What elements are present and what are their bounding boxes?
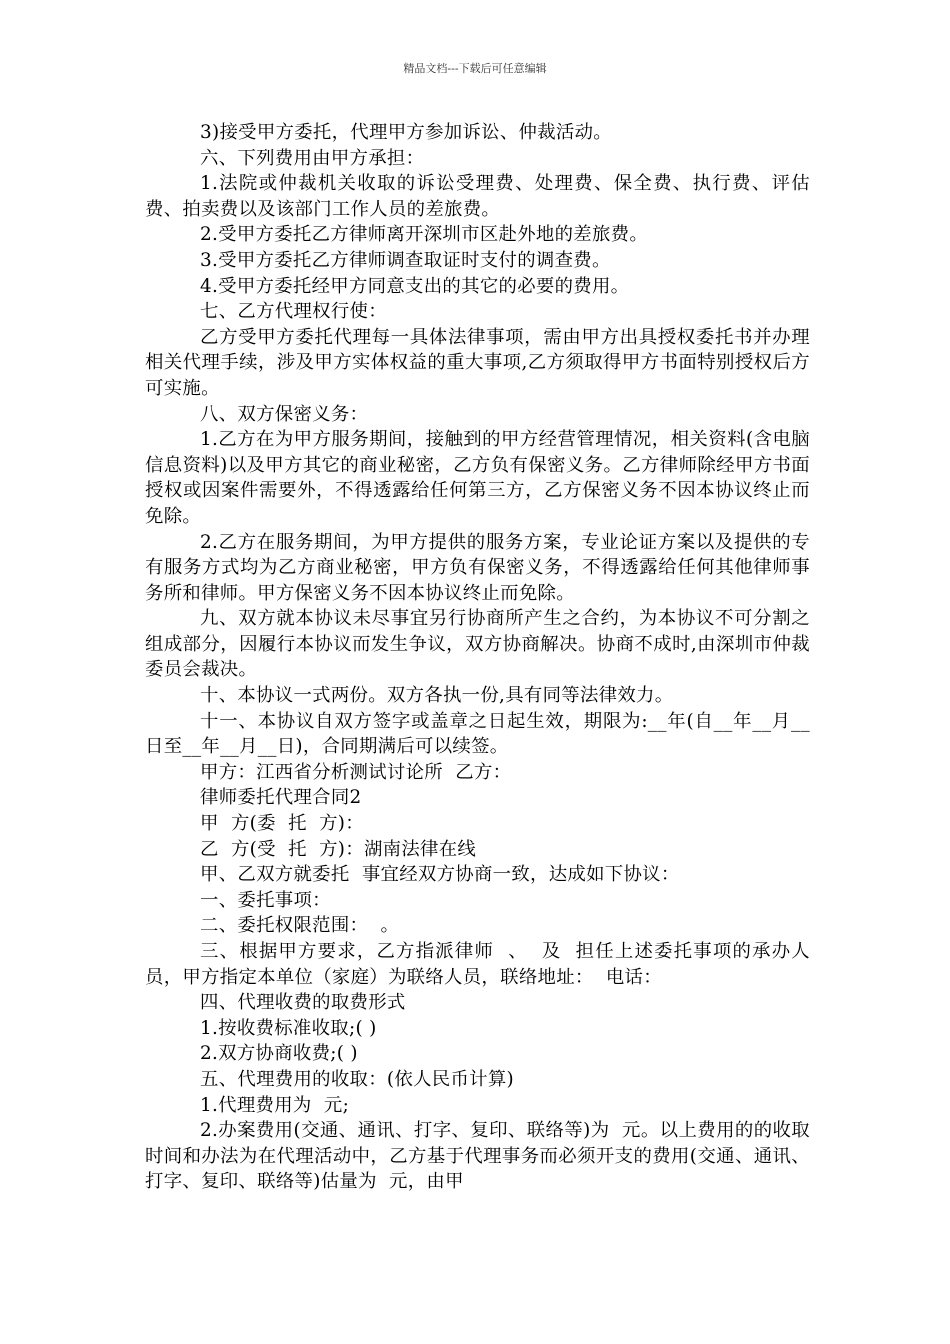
paragraph: 1.乙方在为甲方服务期间，接触到的甲方经营管理情况，相关资料(含电脑信息资料)以及甲方其它的商业秘密，乙方负有保密义务。乙方律师除经甲方书面授权或因案件需要外，不得透露给任何第三方，乙方保密义务不因本协议终止而免除。 [145, 429, 810, 527]
paragraph: 一、委托事项： [200, 889, 331, 911]
paragraph: 2.受甲方委托乙方律师离开深圳市区赴外地的差旅费。 [200, 224, 649, 246]
paragraph: 1.按收费标准收取;( ) [200, 1017, 377, 1039]
paragraph: 乙 方(受 托 方)：湖南法律在线 [200, 838, 477, 860]
paragraph: 七、乙方代理权行使： [200, 301, 387, 323]
paragraph: 1.法院或仲裁机关收取的诉讼受理费、处理费、保全费、执行费、评估费、拍卖费以及该部门工作人员的差旅费。 [145, 173, 810, 220]
paragraph: 甲、乙双方就委托 事宜经双方协商一致，达成如下协议： [200, 864, 680, 886]
paragraph: 五、代理费用的收取：(依人民币计算) [200, 1068, 514, 1090]
paragraph: 1.代理费用为 元; [200, 1094, 350, 1116]
paragraph: 六、下列费用由甲方承担： [200, 147, 425, 169]
paragraph: 甲方：江西省分析测试讨论所 乙方： [200, 761, 512, 783]
paragraph: 2.办案费用(交通、通讯、打字、复印、联络等)为 元。以上费用的的收取时间和办法为在代理活动中，乙方基于代理事务而必须开支的费用(交通、通讯、打字、复印、联络等)估量为 元，由甲 [145, 1120, 810, 1193]
paragraph: 十一、本协议自双方签字或盖章之日起生效，期限为:__年(自__年__月__日至__年__月__日)，合同期满后可以续签。 [145, 710, 810, 758]
paragraph: 律师委托代理合同2 [200, 787, 362, 809]
paragraph: 十、本协议一式两份。双方各执一份,具有同等法律效力。 [200, 685, 674, 707]
paragraph: 2.乙方在服务期间，为甲方提供的服务方案，专业论证方案以及提供的专有服务方式均为乙方商业秘密，甲方负有保密义务，不得透露给任何其他律师事务所和律师。甲方保密义务不因本协议终止而免除。 [145, 531, 810, 604]
paragraph: 八、双方保密义务： [200, 403, 369, 425]
paragraph: 二、委托权限范围： 。 [200, 915, 400, 937]
paragraph: 4.受甲方委托经甲方同意支出的其它的必要的费用。 [200, 275, 630, 297]
paragraph: 甲 方(委 托 方)： [200, 813, 364, 835]
page-header: 精品文档---下载后可任意编辑 [403, 62, 547, 75]
document-body [145, 120, 810, 1195]
paragraph: 三、根据甲方要求，乙方指派律师 、 及 担任上述委托事项的承办人员，甲方指定本单位（家庭）为联络人员，联络地址： 电话： [145, 941, 810, 988]
paragraph: 3)接受甲方委托，代理甲方参加诉讼、仲裁活动。 [200, 122, 612, 143]
paragraph: 四、代理收费的取费形式 [200, 992, 406, 1014]
paragraph: 九、双方就本协议未尽事宜另行协商所产生之合约，为本协议不可分割之组成部分，因履行本协议而发生争议，双方协商解决。协商不成时,由深圳市仲裁委员会裁决。 [145, 608, 810, 681]
paragraph: 乙方受甲方委托代理每一具体法律事项，需由甲方出具授权委托书并办理相关代理手续，涉及甲方实体权益的重大事项,乙方须取得甲方书面特别授权后方可实施。 [145, 326, 810, 399]
paragraph: 2.双方协商收费;( ) [200, 1043, 358, 1065]
paragraph: 3.受甲方委托乙方律师调查取证时支付的调查费。 [200, 249, 611, 271]
